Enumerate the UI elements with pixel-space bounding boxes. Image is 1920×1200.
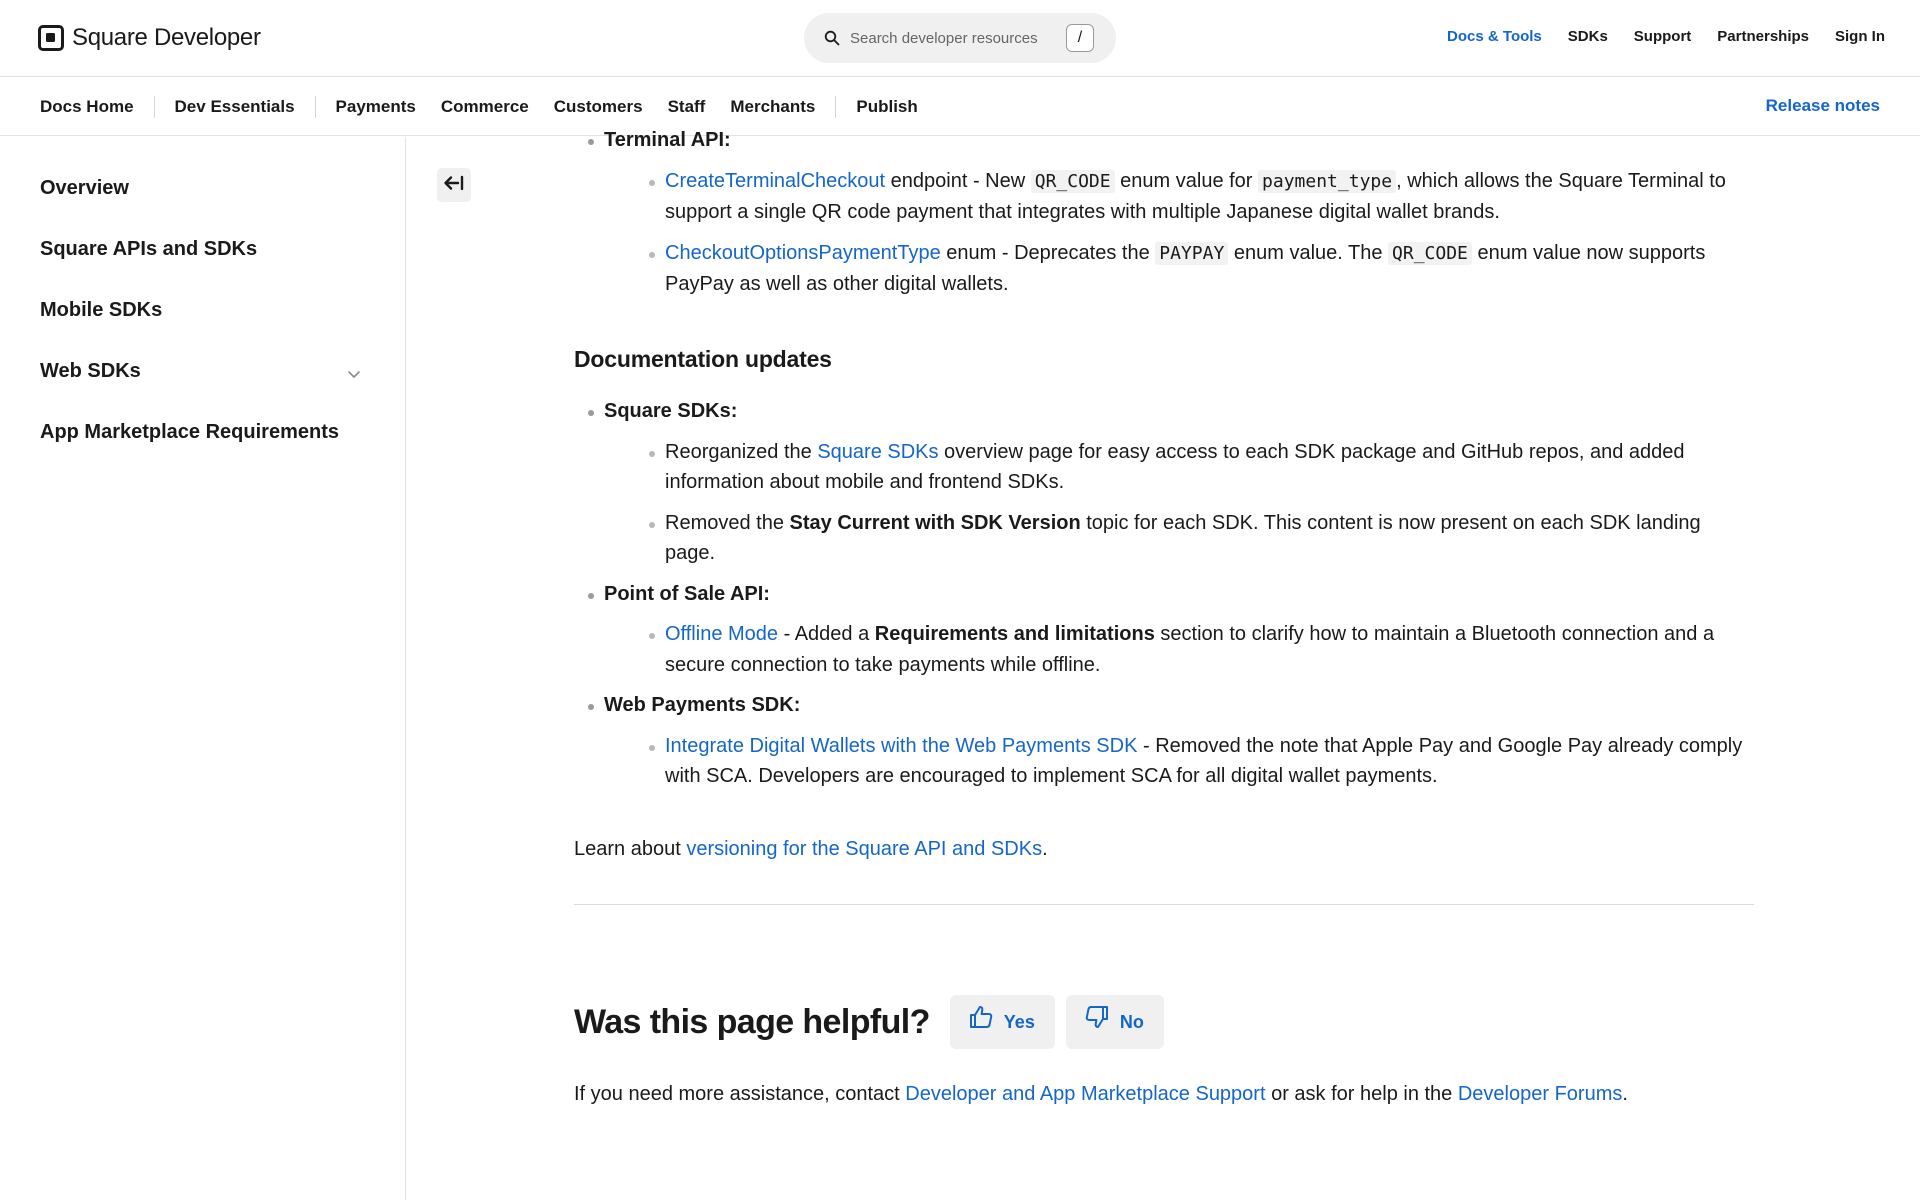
square-sdks-link[interactable]: Square SDKs <box>817 440 939 463</box>
documentation-updates-heading: Documentation updates <box>574 345 832 372</box>
terminal-api-list <box>574 125 1754 300</box>
learn-about-versioning <box>574 834 1754 865</box>
thumbs-down-icon <box>1084 1004 1110 1040</box>
square-logo-icon <box>38 25 64 51</box>
subnav-divider <box>315 96 316 118</box>
text: enum value now supports PayPay as well as other digital wallets. <box>665 241 1706 295</box>
text: Reorganized the <box>665 440 818 463</box>
no-feedback-button[interactable] <box>1066 995 1164 1049</box>
sidebar-item-app-marketplace-requirements[interactable]: App Marketplace Requirements <box>40 421 339 443</box>
text: topic for each SDK. This content is now present on each SDK landing page. <box>665 511 1701 564</box>
subnav-dev-essentials[interactable]: Dev Essentials <box>174 97 295 116</box>
sidebar <box>0 137 406 1200</box>
top-header <box>0 0 1920 77</box>
no-label: No <box>1119 1011 1144 1032</box>
nav-partnerships[interactable]: Partnerships <box>1717 28 1809 45</box>
list-item <box>604 508 1754 569</box>
list-item <box>604 437 1754 498</box>
developer-support-link[interactable]: Developer and App Marketplace Support <box>905 1083 1266 1105</box>
subnav-customers[interactable]: Customers <box>553 97 643 116</box>
offline-mode-link[interactable]: Offline Mode <box>665 623 779 645</box>
sidebar-item-overview[interactable]: Overview <box>40 177 129 199</box>
collapse-sidebar-button[interactable] <box>437 168 471 202</box>
bold-text: Requirements and limitations <box>874 623 1155 645</box>
subnav-docs-home[interactable]: Docs Home <box>40 97 134 116</box>
text: Learn about <box>574 837 687 860</box>
feedback-section <box>574 995 1754 1049</box>
text: . <box>1622 1083 1628 1105</box>
versioning-link[interactable]: versioning for the Square API and SDKs <box>686 837 1043 860</box>
text: , which allows the Square Terminal to support a single QR code payment that integrates with multiple Japanese digital wallet brands. <box>665 169 1726 223</box>
web-payments-sdk-heading: Web Payments SDK: <box>604 694 801 716</box>
code-payment-type: payment_type <box>1258 170 1396 193</box>
text: Removed the <box>665 511 790 534</box>
was-page-helpful-heading: Was this page helpful? <box>574 1002 930 1041</box>
code-qr-code: QR_CODE <box>1388 242 1472 265</box>
text: overview page for easy access to each SDK package and GitHub repos, and added information about mobile and frontend SDKs. <box>665 440 1685 493</box>
text: section to clarify how to maintain a Bluetooth connection and a secure connection to take payments while offline. <box>665 623 1715 676</box>
text: - Removed the note that Apple Pay and Google Pay already comply with SCA. Developers are encouraged to implement SCA for all digital wallet payments. <box>665 734 1743 787</box>
developer-forums-link[interactable]: Developer Forums <box>1457 1083 1623 1105</box>
text: - Added a <box>778 623 875 645</box>
text: endpoint - New <box>885 169 1031 192</box>
subnav-publish[interactable]: Publish <box>856 97 918 116</box>
search-shortcut-key: / <box>1066 24 1094 52</box>
subnav-divider <box>154 96 155 118</box>
search-icon <box>824 30 840 46</box>
thumbs-up-icon <box>968 1004 994 1040</box>
list-item <box>604 619 1754 680</box>
documentation-updates-list <box>574 396 1754 792</box>
nav-sdks[interactable]: SDKs <box>1567 28 1608 45</box>
list-item <box>574 690 1754 792</box>
collapse-left-icon <box>443 174 465 197</box>
logo-text: Square Developer <box>72 24 261 51</box>
point-of-sale-api-heading: Point of Sale API: <box>604 582 770 605</box>
nav-support[interactable]: Support <box>1633 28 1692 45</box>
list-item <box>604 731 1754 792</box>
terminal-api-heading: Terminal API: <box>604 129 731 151</box>
top-nav <box>1447 28 1885 45</box>
list-item <box>604 238 1754 300</box>
code-qr-code: QR_CODE <box>1031 170 1115 193</box>
sidebar-item-web-sdks[interactable]: Web SDKs <box>40 360 141 382</box>
text: . <box>1042 837 1048 860</box>
text: or ask for help in the <box>1265 1083 1458 1105</box>
nav-sign-in[interactable]: Sign In <box>1835 28 1885 45</box>
release-notes-link[interactable]: Release notes <box>1765 96 1880 115</box>
list-item <box>604 166 1754 228</box>
integrate-digital-wallets-link[interactable]: Integrate Digital Wallets with the Web Payments SDK <box>665 734 1138 757</box>
nav-docs-tools[interactable]: Docs & Tools <box>1447 28 1542 45</box>
subnav-staff[interactable]: Staff <box>667 97 706 116</box>
create-terminal-checkout-link[interactable]: CreateTerminalCheckout <box>665 169 886 192</box>
text: enum value for <box>1114 169 1259 192</box>
chevron-down-icon[interactable] <box>346 366 362 382</box>
assistance-text <box>574 1079 1754 1110</box>
sidebar-item-mobile-sdks[interactable]: Mobile SDKs <box>40 299 163 321</box>
main-content <box>574 125 1754 1110</box>
text: enum value. The <box>1228 241 1389 264</box>
list-item <box>574 125 1754 300</box>
search-bar[interactable] <box>804 13 1116 63</box>
subnav-payments[interactable]: Payments <box>335 97 416 116</box>
subnav-divider <box>835 96 836 118</box>
subnav-merchants[interactable]: Merchants <box>730 97 816 116</box>
square-sdks-heading: Square SDKs: <box>604 400 738 422</box>
list-item <box>574 396 1754 569</box>
text: enum - Deprecates the <box>940 241 1156 264</box>
code-paypay: PAYPAY <box>1155 242 1228 265</box>
yes-label: Yes <box>1003 1011 1035 1032</box>
subnav-commerce[interactable]: Commerce <box>440 97 529 116</box>
square-developer-logo[interactable] <box>38 24 261 52</box>
divider <box>574 904 1754 905</box>
text: If you need more assistance, contact <box>574 1083 906 1105</box>
bold-text: Stay Current with SDK Version <box>789 511 1081 534</box>
list-item <box>574 579 1754 681</box>
checkout-options-payment-type-link[interactable]: CheckoutOptionsPaymentType <box>665 241 941 264</box>
yes-feedback-button[interactable] <box>950 995 1055 1049</box>
sidebar-item-square-apis-sdks[interactable]: Square APIs and SDKs <box>40 238 258 260</box>
search-input[interactable] <box>850 30 1060 47</box>
